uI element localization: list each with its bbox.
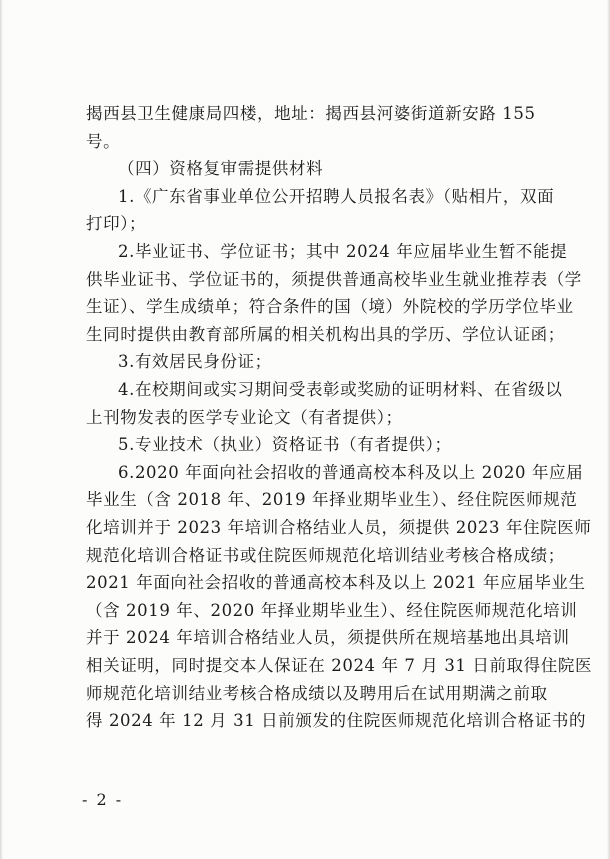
- text-line-17: 规范化培训合格证书或住院医师规范化培训结业考核合格成绩；: [86, 546, 565, 565]
- text-line-9: 生同时提供由教育部所属的相关机构出具的学历、学位认证函；: [86, 325, 565, 344]
- section-heading: （四）资格复审需提供材料: [118, 159, 324, 178]
- text-line-2: 号。: [86, 132, 121, 151]
- text-line-20: 并于 2024 年培训合格结业人员，须提供所在规培基地出具培训: [86, 628, 570, 647]
- text-line-18: 2021 年面向社会招收的普通高校本科及以上 2021 年应届毕业生: [86, 573, 586, 592]
- text-line-16: 化培训并于 2023 年培训合格结业人员，须提供 2023 年住院医师: [86, 518, 592, 537]
- text-line-10: 3.有效居民身份证；: [118, 352, 272, 371]
- text-line-5: 打印）；: [86, 214, 147, 233]
- text-line-14: 6.2020 年面向社会招收的普通高校本科及以上 2020 年应届: [118, 463, 584, 482]
- text-line-6: 2.毕业证书、学位证书；其中 2024 年应届毕业生暂不能提: [118, 242, 568, 261]
- text-line-7: 供毕业证书、学位证书的，须提供普通高校毕业生就业推荐表（学: [86, 270, 582, 289]
- page-number: - 2 -: [82, 790, 124, 809]
- text-line-12: 上刊物发表的医学专业论文（有者提供）；: [86, 408, 403, 427]
- text-line-1: 揭西县卫生健康局四楼，地址：揭西县河婆街道新安路 155: [86, 104, 536, 123]
- text-line-8: 生证）、学生成绩单；符合条件的国（境）外院校的学历学位毕业: [86, 297, 574, 316]
- text-line-11: 4.在校期间或实习期间受表彰或奖励的证明材料、在省级以: [118, 380, 563, 399]
- scan-edge-left: [0, 0, 3, 859]
- text-line-15: 毕业生（含 2018 年、2019 年择业期毕业生）、经住院医师规范: [86, 490, 578, 509]
- text-line-4: 1.《广东省事业单位公开招聘人员报名表》（贴相片，双面: [118, 187, 555, 206]
- text-line-19: （含 2019 年、2020 年择业期毕业生）、经住院医师规范化培训: [86, 601, 578, 620]
- text-line-22: 师规范化培训结业考核合格成绩以及聘用后在试用期满之前取: [86, 684, 548, 703]
- text-line-21: 相关证明，同时提交本人保证在 2024 年 7 月 31 日前取得住院医: [86, 656, 593, 675]
- text-line-13: 5.专业技术（执业）资格证书（有者提供）；: [118, 435, 452, 454]
- text-line-23: 得 2024 年 12 月 31 日前颁发的住院医师规范化培训合格证书的: [86, 711, 587, 730]
